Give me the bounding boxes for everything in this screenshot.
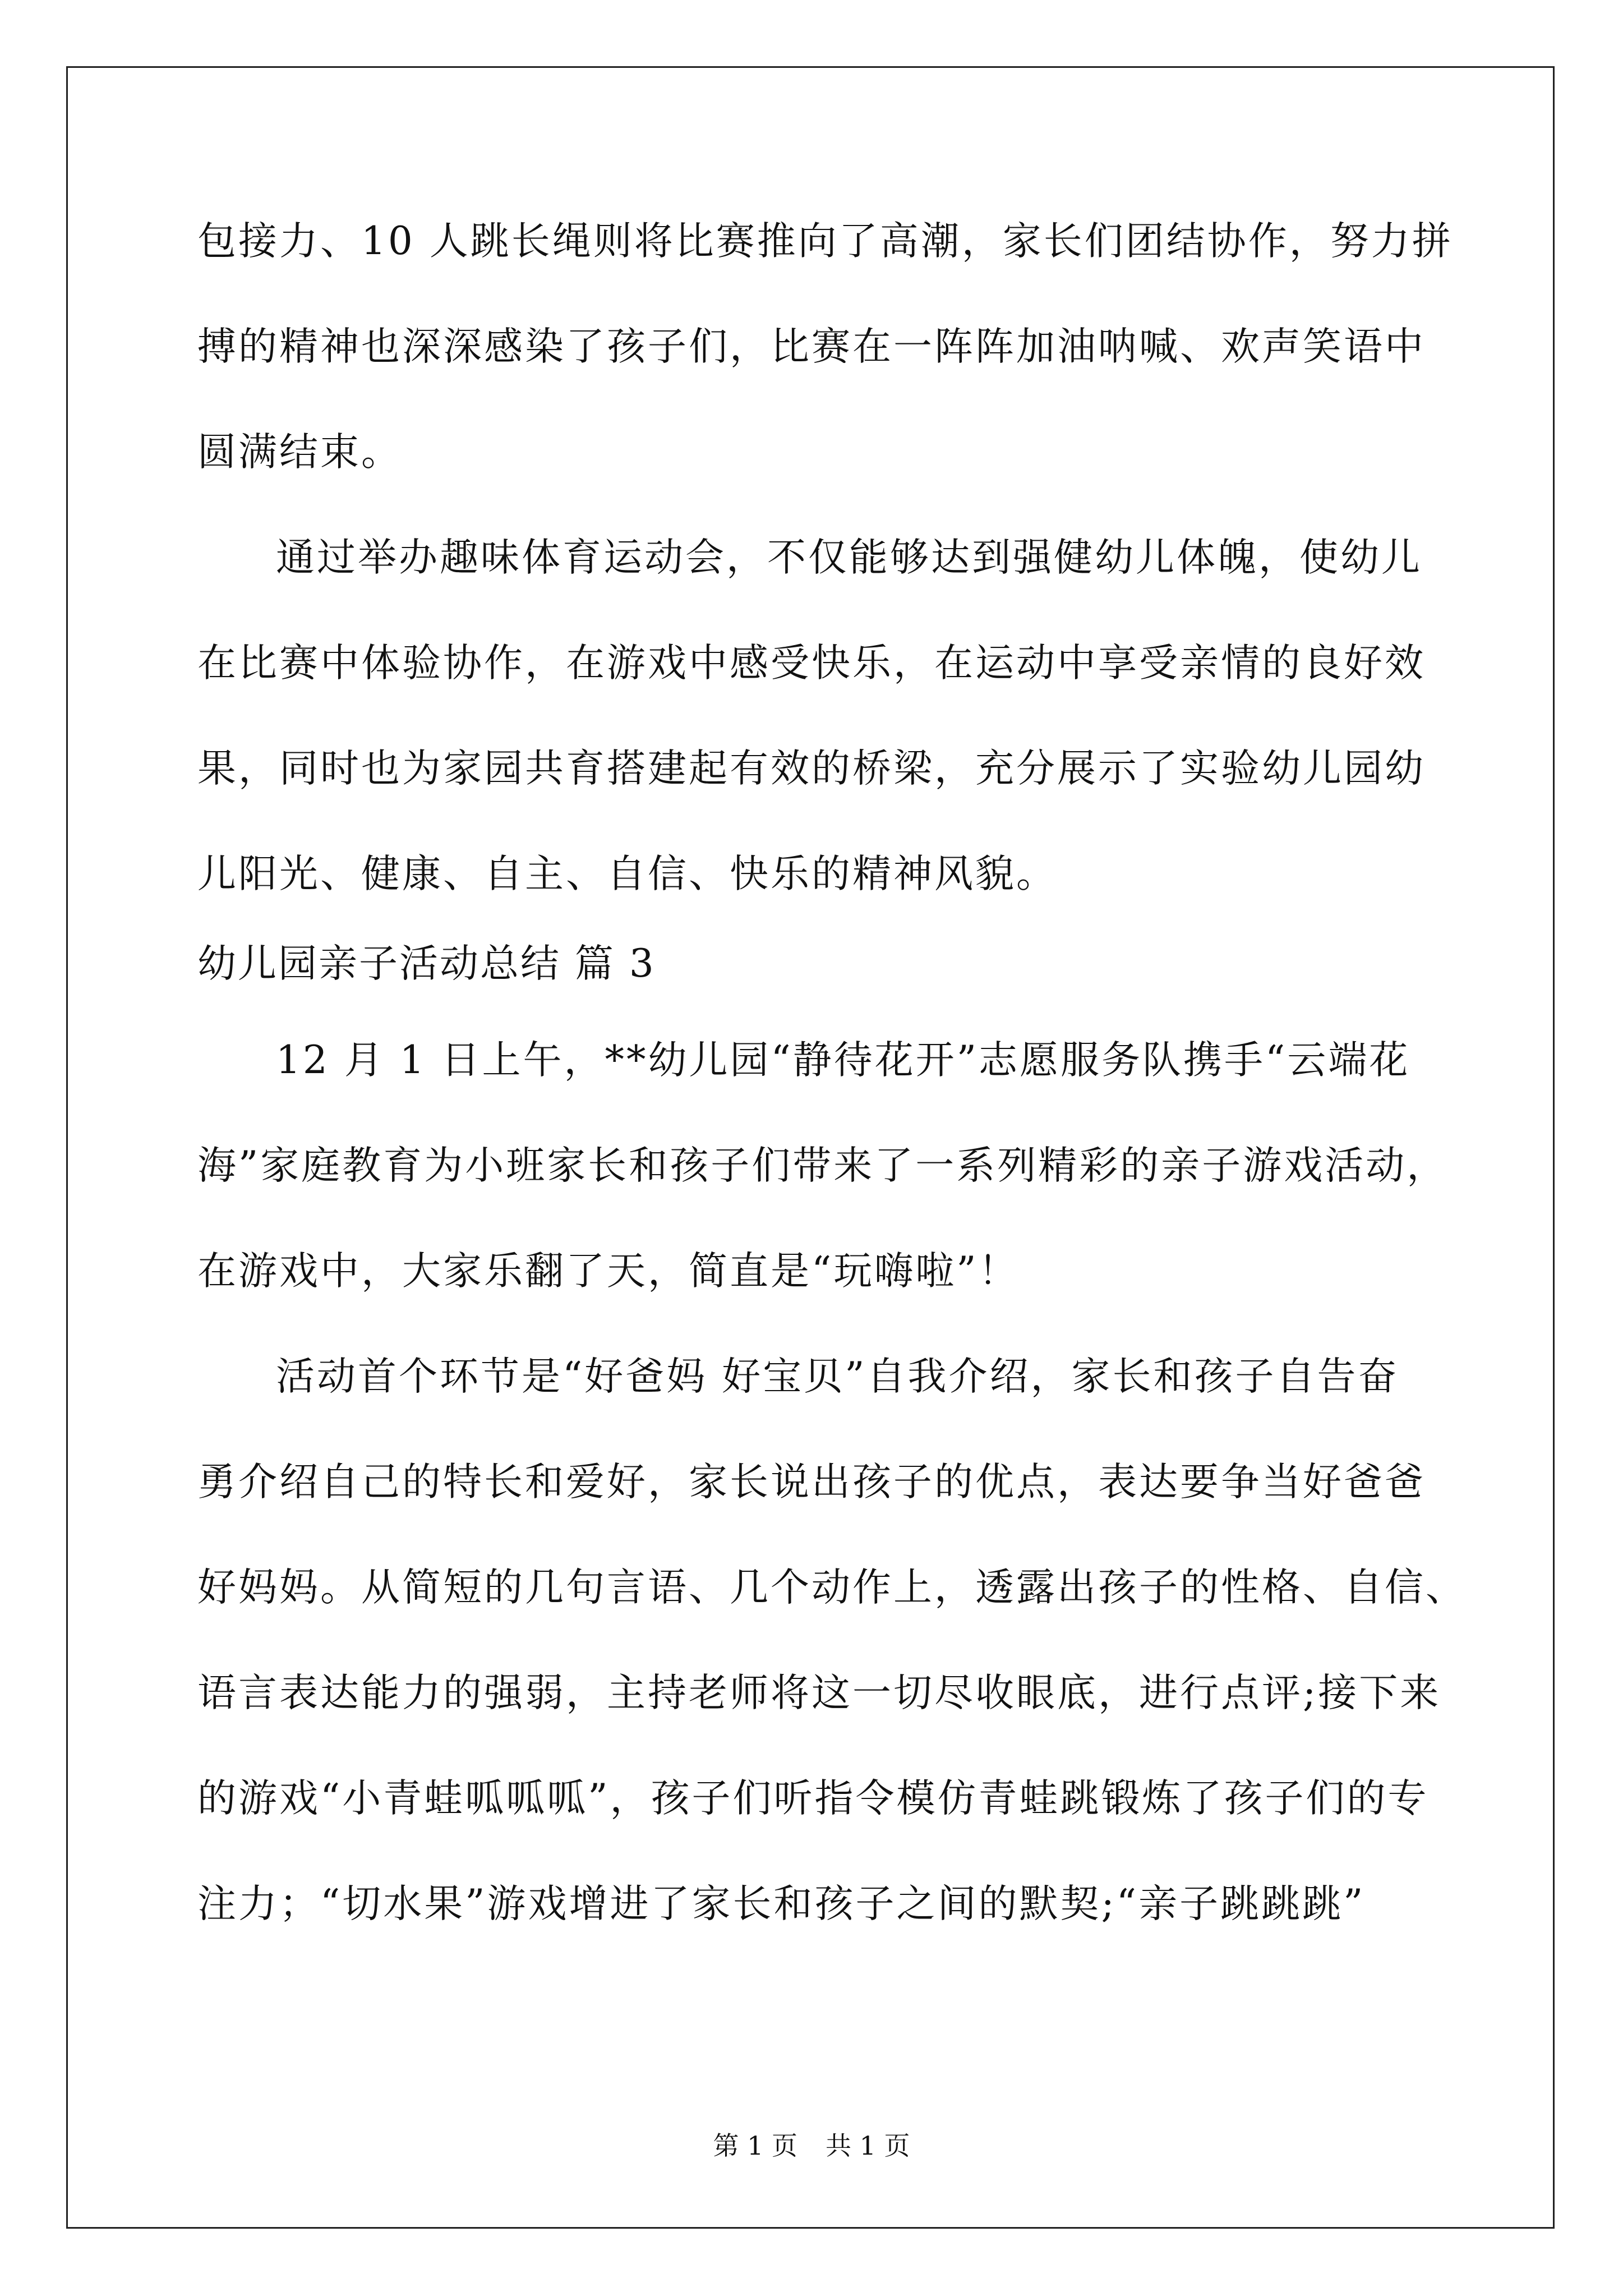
text-line: 语言表达能力的强弱，主持老师将这一切尽收眼底，进行点评;接下来 [197, 1671, 1441, 1715]
text-line: 勇介绍自己的特长和爱好，家长说出孩子的优点，表达要争当好爸爸 [197, 1460, 1426, 1504]
text-line: 的游戏“小青蛙呱呱呱”，孩子们听指令模仿青蛙跳锻炼了孩子们的专 [197, 1776, 1429, 1821]
text-line: 圆满结束。 [197, 430, 402, 475]
text-line: 好妈妈。从简短的几句言语、几个动作上，透露出孩子的性格、自信、 [197, 1565, 1467, 1610]
text-line: 注力；“切水果”游戏增进了家长和孩子之间的默契;“亲子跳跳跳” [197, 1881, 1366, 1926]
paragraph-first-line: 活动首个环节是“好爸妈 好宝贝”自我介绍，家长和孩子自告奋 [276, 1354, 1399, 1399]
text-line: 果，同时也为家园共育搭建起有效的桥梁，充分展示了实验幼儿园幼 [197, 746, 1426, 791]
text-line: 在比赛中体验协作，在游戏中感受快乐，在运动中享受亲情的良好效 [197, 641, 1426, 685]
page-total: 共 1 页 [826, 2131, 910, 2161]
paragraph-first-line: 通过举办趣味体育运动会，不仅能够达到强健幼儿体魄，使幼儿 [276, 535, 1422, 580]
page-number: 第 1 页 [713, 2131, 797, 2161]
text-line: 搏的精神也深深感染了孩子们，比赛在一阵阵加油呐喊、欢声笑语中 [197, 324, 1426, 369]
page-footer [0, 2129, 1623, 2162]
text-line: 海”家庭教育为小班家长和孩子们带来了一系列精彩的亲子游戏活动， [197, 1143, 1448, 1188]
section-heading: 幼儿园亲子活动总结 篇 3 [197, 941, 656, 986]
text-line: 包接力、10 人跳长绳则将比赛推向了高潮，家长们团结协作，努力拼 [197, 219, 1453, 264]
text-line: 在游戏中，大家乐翻了天，简直是“玩嗨啦”！ [197, 1249, 1020, 1294]
text-line: 儿阳光、健康、自主、自信、快乐的精神风貌。 [197, 852, 1057, 896]
paragraph-first-line: 12 月 1 日上午，**幼儿园“静待花开”志愿服务队携手“云端花 [276, 1038, 1410, 1083]
